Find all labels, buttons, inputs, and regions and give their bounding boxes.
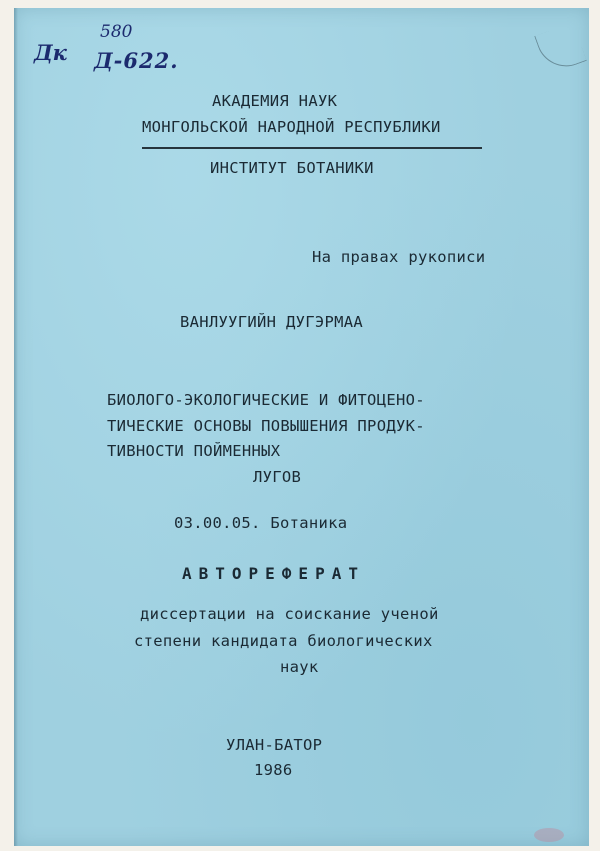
year: 1986 [254, 761, 293, 779]
header-rule [142, 147, 482, 149]
title-line-4: ЛУГОВ [253, 468, 302, 486]
title-line-1: БИОЛОГО-ЭКОЛОГИЧЕСКИЕ И ФИТОЦЕНО- [107, 391, 425, 409]
document-type: АВТОРЕФЕРАТ [182, 564, 365, 583]
title-line-3: ТИВНОСТИ ПОЙМЕННЫХ [107, 442, 281, 460]
cover-page [14, 8, 589, 846]
pencil-mark [534, 22, 587, 75]
republic-line: МОНГОЛЬСКОЙ НАРОДНОЙ РЕСПУБЛИКИ [142, 118, 441, 136]
specialty-code: 03.00.05. Ботаника [174, 514, 348, 532]
author-name: ВАНЛУУГИЙН ДУГЭРМАА [180, 313, 364, 331]
title-line-2: ТИЧЕСКИЕ ОСНОВЫ ПОВЫШЕНИЯ ПРОДУК- [107, 417, 425, 435]
handwritten-code: Дк [34, 40, 67, 65]
rights-note: На правах рукописи [312, 248, 486, 266]
stamp-mark [534, 828, 564, 842]
purpose-line-1: диссертации на соискание ученой [140, 605, 439, 623]
institute-line: ИНСТИТУТ БОТАНИКИ [210, 159, 374, 177]
handwritten-number: 580 [100, 22, 133, 42]
academy-line: АКАДЕМИЯ НАУК [212, 92, 338, 110]
purpose-line-2: степени кандидата биологических [134, 632, 433, 650]
purpose-line-3: наук [280, 658, 319, 676]
place-name: УЛАН-БАТОР [226, 736, 323, 754]
handwritten-shelf-mark: Д-622. [94, 48, 179, 73]
binding-edge [14, 8, 18, 846]
